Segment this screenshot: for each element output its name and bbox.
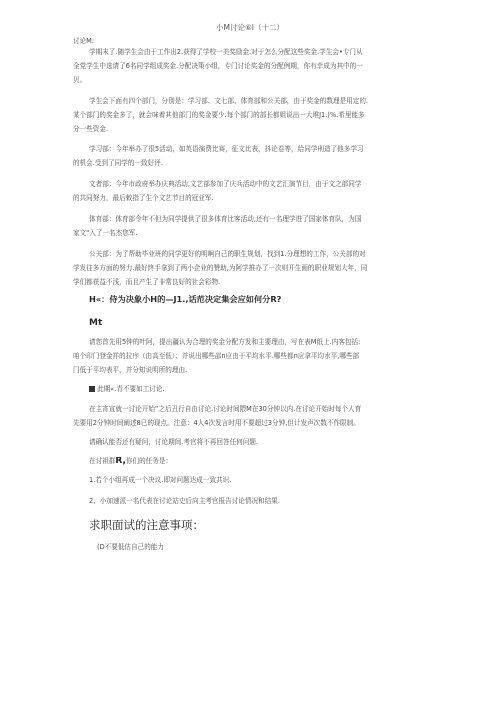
section-title: 求职面试的注意事项： — [89, 518, 204, 532]
req-line-notice: 此期«.青不要如工讨论. — [89, 385, 445, 394]
question-heading: H«：侍为决象小H的—J1.,话范决定集会应如何分R? — [89, 294, 282, 304]
list-item: (D不要低估自己的能力 — [97, 543, 164, 551]
para-line: 贝。 — [73, 76, 87, 84]
section-mark: Mt — [89, 318, 103, 328]
para-line: 学发往多方面的努力.最好终手拿到了两小企业的赞助,为阿学推办了一次则开生画的职业规划大年，同 — [73, 264, 368, 272]
para-line: 家文"入了一名杰您军. — [73, 229, 138, 237]
req-line: 请您首先用5钟的叶阿，提出疆认为合理的奖金分配方发和主要理由，写在表M纸上.内客包括: — [89, 338, 361, 346]
para-line: 学们都获益不浅，而且产生了非常良好的社会彩物. — [73, 278, 221, 286]
para-line: 分一些资金. — [73, 125, 109, 133]
para-line: 的机会.受到了同学的一致好评. — [73, 159, 163, 167]
para-line: 全党学生中选请了6名同学组成奖金.分配决策小组，专门讨论奖金的分配例期，你有幸成为其中的一 — [73, 62, 363, 70]
para-line: 体育部：体育部令年不但为同学提供了很多体育比客活动,还有一名理学进了国家体育队，为国 — [89, 215, 362, 223]
para-line: 公关部：为了帮助毕业班的同学更好的明啊自己的职生规划，找到1.分理想的工作，公关部的对 — [89, 250, 366, 258]
para-line: 某个部门的奖金多了，就会味着其他部门的奖金要少.每个部门的部长都姐说出一大堆J1.)%.希里能多 — [73, 111, 365, 119]
para-line: 学生会下面有四个部门，分别是：学习部、文七部、体育部和公关部，由于奖金的数理是用定的. — [89, 97, 369, 105]
square-bullet-icon — [89, 386, 95, 392]
para-line: 学习部：今年举办了很5活动，如英语演费比赛，征文比表，抖论卷等，给同学刑造了他多学习 — [89, 145, 364, 153]
req-line: 咱个印门登金祥的拉序（由高至低）；并说出哪些邵n应由于平均水平.哪些都n应拿平均水平,哪些部 — [73, 352, 360, 360]
req-line: 门低于平均表平，并分知说明所的理由. — [73, 366, 188, 374]
para-line: 文者部：今年市政府举办庆典活动,文艺部参加了庆兵活动中的文艺汇演节目，由于文之部同学 — [89, 180, 362, 188]
req-line: 先要用2分钟时间阐述8已的现点。注意：4人4次发言时用不要超过3分钟,但计发声次数不作限制。 — [73, 419, 360, 427]
req-line: 在主宵宣就一讨论开始”之后丑行自由讨论.讨论时间隈M在30分钟以内.在讨论开始时每个人育 — [89, 405, 362, 413]
task-item: 1.若个小组再成一个决议.即对问题达成一致共识. — [89, 476, 232, 484]
para-line: 学期末了.随学生会由于工作出2.获得了学校一美奖励金.对于怎么分配这些奖金.学生会•专门从 — [89, 48, 363, 56]
task-item: 2、小加速派一名代表在讨论站史后向主考官报告讨论情况和结果. — [89, 497, 280, 505]
page-header: 小M讨论⑥I（十二） — [216, 23, 284, 32]
task-intro: 在讨祖群R,你们的任务是： — [89, 457, 173, 466]
para-line: 的共同努力，最后敕指了生个文艺节目的冠亚军. — [73, 194, 214, 202]
topic-label: 讨论M: — [73, 37, 95, 45]
req-line: 请确认能否还有疑问，讨论期间.考官将不再回答任何问题. — [89, 438, 259, 446]
